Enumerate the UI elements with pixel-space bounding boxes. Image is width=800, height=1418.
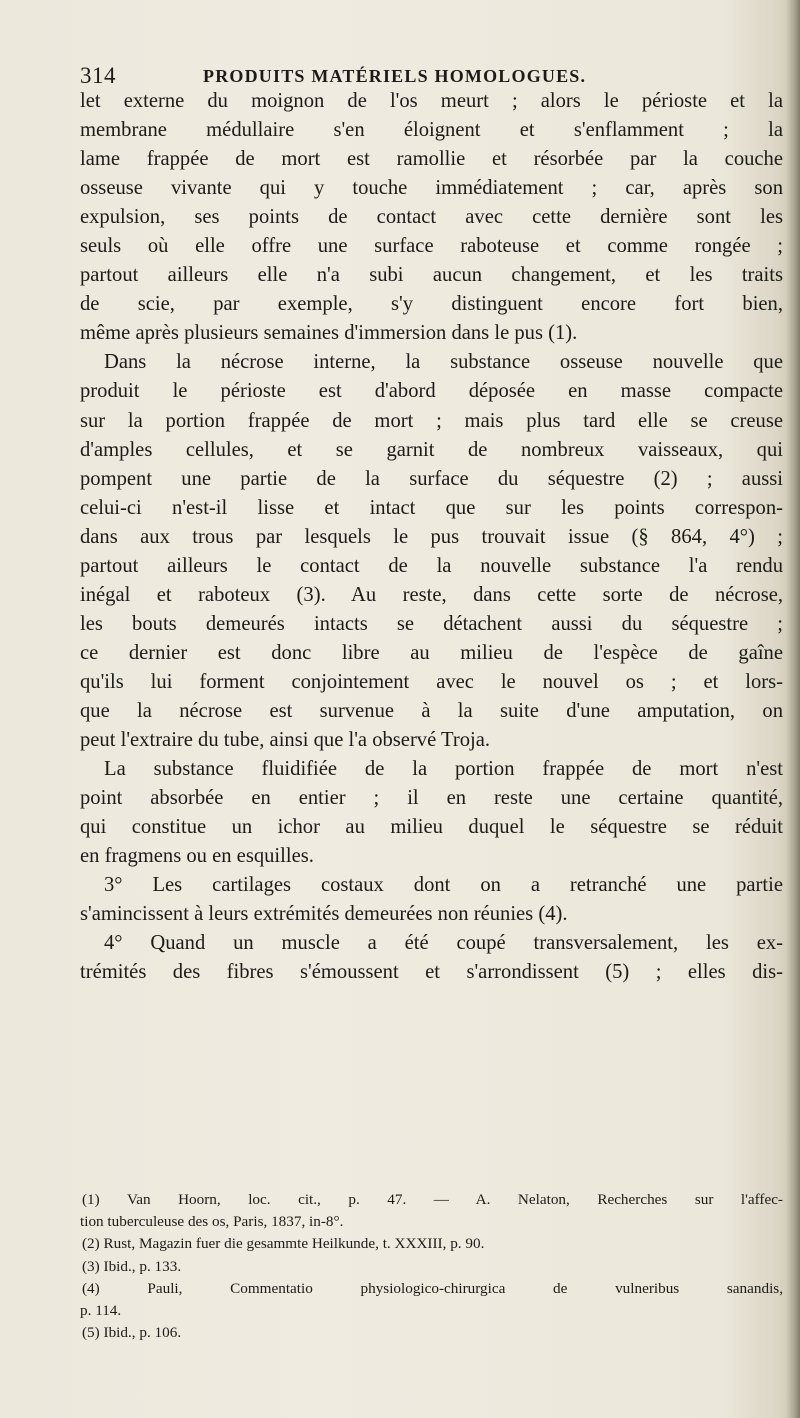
footnotes [80, 1189, 783, 1344]
page-number: 314 [80, 63, 116, 88]
text-line: lame frappée de mort est ramollie et résorbée par la couche [80, 148, 783, 171]
text-line: qu'ils lui forment conjointement avec le nouvel os ; et lors- [80, 670, 783, 693]
text-line: ce dernier est donc libre au milieu de l'espèce de gaîne [80, 641, 783, 664]
text-line: point absorbée en entier ; il en reste une certaine quantité, [80, 787, 783, 810]
text-line: Dans la nécrose interne, la substance osseuse nouvelle que [104, 351, 783, 374]
text-line: les bouts demeurés intacts se détachent aussi du séquestre ; [80, 612, 783, 635]
text-line: de scie, par exemple, s'y distinguent encore fort bien, [80, 293, 783, 316]
footnote-1-continued: tion tuberculeuse des os, Paris, 1837, in-8°. [80, 1213, 344, 1231]
text-line: pompent une partie de la surface du séquestre (2) ; aussi [80, 467, 783, 490]
footnote-2: (2) Rust, Magazin fuer die gesammte Heilkunde, t. XXXIII, p. 90. [82, 1235, 485, 1253]
text-line: 3° Les cartilages costaux dont on a retranché une partie [104, 874, 783, 897]
text-line: celui-ci n'est-il lisse et intact que sur les points correspon- [80, 496, 783, 519]
text-line: produit le périoste est d'abord déposée en masse compacte [80, 380, 783, 403]
text-line: dans aux trous par lesquels le pus trouvait issue (§ 864, 4°) ; [80, 525, 783, 548]
text-line: que la nécrose est survenue à la suite d'une amputation, on [80, 699, 783, 722]
text-line: d'amples cellules, et se garnit de nombreux vaisseaux, qui [80, 438, 783, 461]
text-line: trémités des fibres s'émoussent et s'arrondissent (5) ; elles dis- [80, 961, 783, 984]
text-line: même après plusieurs semaines d'immersion dans le pus (1). [80, 322, 578, 345]
text-line: La substance fluidifiée de la portion frappée de mort n'est [104, 758, 783, 781]
text-line: en fragmens ou en esquilles. [80, 845, 314, 868]
text-line: osseuse vivante qui y touche immédiatement ; car, après son [80, 177, 783, 200]
page-header [80, 63, 790, 89]
footnote-4-continued: p. 114. [80, 1302, 122, 1320]
text-line: inégal et raboteux (3). Au reste, dans cette sorte de nécrose, [80, 583, 783, 606]
footnote-3: (3) Ibid., p. 133. [82, 1257, 182, 1275]
text-line: partout ailleurs le contact de la nouvelle substance l'a rendu [80, 554, 783, 577]
text-line: seuls où elle offre une surface raboteuse et comme rongée ; [80, 235, 783, 258]
text-line: membrane médullaire s'en éloignent et s'enflamment ; la [80, 119, 783, 142]
text-line: let externe du moignon de l'os meurt ; alors le périoste et la [80, 90, 783, 112]
text-line: s'amincissent à leurs extrémités demeurées non réunies (4). [80, 903, 568, 926]
text-line: peut l'extraire du tube, ainsi que l'a observé Troja. [80, 729, 491, 752]
text-line: sur la portion frappée de mort ; mais plus tard elle se creuse [80, 409, 783, 432]
text-line: qui constitue un ichor au milieu duquel le séquestre se réduit [80, 816, 783, 839]
footnote-1: (1) Van Hoorn, loc. cit., p. 47. — A. Nelaton, Recherches sur l'affec- [82, 1191, 783, 1208]
footnote-4: (4) Pauli, Commentatio physiologico-chirurgica de vulneribus sanandis, [82, 1279, 783, 1297]
text-line: 4° Quand un muscle a été coupé transversalement, les ex- [104, 932, 783, 955]
text-line: partout ailleurs elle n'a subi aucun changement, et les traits [80, 264, 783, 287]
page-edge-shadow [786, 0, 800, 1418]
footnote-5: (5) Ibid., p. 106. [82, 1324, 182, 1342]
running-head: PRODUITS MATÉRIELS HOMOLOGUES. [203, 66, 587, 86]
text-line: expulsion, ses points de contact avec cette dernière sont les [80, 206, 783, 229]
body-text [80, 87, 783, 987]
